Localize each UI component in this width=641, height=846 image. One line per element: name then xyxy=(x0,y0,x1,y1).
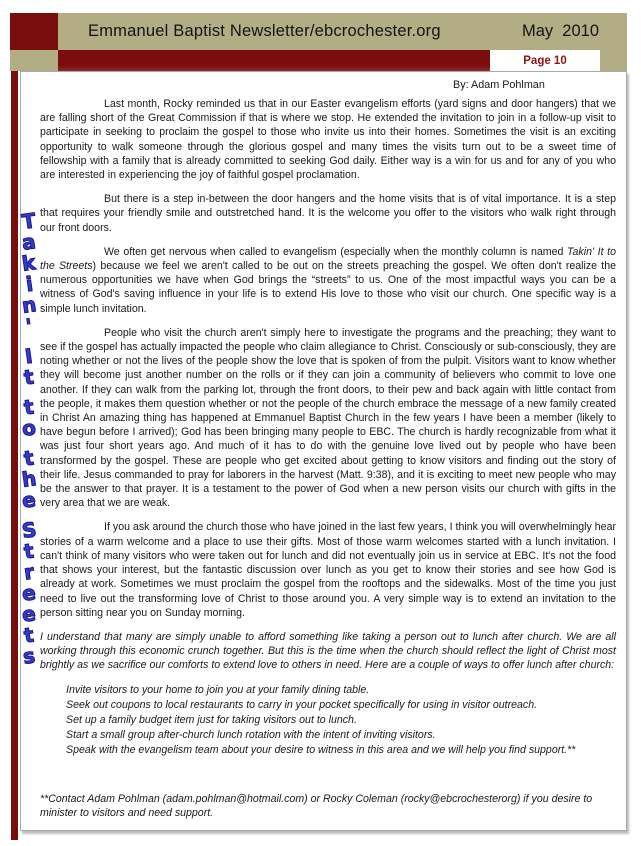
vt-letter: r xyxy=(22,559,36,585)
paragraph-visitors-watching: People who visit the church aren't simply here to investigate the programs and the preaching; they want to see if the gospel has actually impacted the people who claim allegiance to Christ. Consciously or sub-consciously, they are noting whether or not the lives of the people show the love that is spoken of from the pulpit. Visitors want to know whether they will become just another number on the rolls or if they can join a community of believers who commit to love one another. If they can walk from the parking lot, through the front doors, to their pew and back again with little contact from the people, it makes them question whether or not the people of the church embrace the message of a new family created in Christ An amazing thing has happened at Emmanuel Baptist Church in the few years I have been a member (likely to have begun before I arrived); God has been bringing many people to EBC. The church is hardly recognizable from what it was just four short years ago. And much of it has to do with the genuine love lived out by people who have been transformed by the gospel. These are people who get excited about getting to know visitors and finding out the story of their life. Jesus commanded to pray for laborers in the harvest (Matt. 9:38), and it is exciting to meet new people who may be the answer to that prayer. It is a testament to the power of God when a new person visits our church with gifts in the very area that we are weak. xyxy=(40,326,616,510)
header-band xyxy=(58,13,627,50)
paragraph-lunch-invitation: If you ask around the church those who have joined in the last few years, I think you will overwhelmingly hear stories of a warm welcome and a place to use their gifts. Most of those warm welcomes started with a lunch invitation. I can't think of many visitors who were taken out for lunch and did not eventually join us in service at EBC. It's not the food that shows your interest, but the fantastic discussion over lunch as you get to know their stories and see how God is already at work. Sometimes we must proclaim the gospel from the rooftops and the sidewalks. Most of the time you just need to live out the transforming love of Christ to those around you. A very simple way is to extend an invitation to the person sitting near you on Sunday morning. xyxy=(40,521,616,619)
vt-word-it xyxy=(22,343,36,390)
vt-word-the xyxy=(20,445,38,513)
page-number-label: Page 10 xyxy=(523,54,567,67)
vt-letter: k xyxy=(20,250,38,276)
vt-letter: I xyxy=(23,343,35,369)
vt-letter: T xyxy=(20,208,38,234)
byline: By: Adam Pohlman xyxy=(453,79,545,91)
list-item-small-group: Start a small group after-church lunch rotation with the intent of inviting visitors. xyxy=(66,728,436,741)
tan-step-block xyxy=(600,50,627,71)
lunch-ideas-list xyxy=(66,683,616,758)
maroon-divider-bar xyxy=(58,50,490,71)
vt-letter: e xyxy=(20,601,38,627)
vt-letter: t xyxy=(22,394,36,420)
vt-word-takin xyxy=(20,208,38,339)
vt-letter: n xyxy=(20,292,38,318)
article-box xyxy=(20,71,627,831)
paragraph-easter-evangelism: Last month, Rocky reminded us that in our Easter evangelism efforts (yard signs and door hangers) that we are falling short of the Great Commission if that is where we stop. He extended the invitation to join in a follow-up visit to participate in seeking to proclaim the gospel to those who invite us into their homes. Sometimes the visit is an exciting opportunity to walk someone through the glorious gospel and many times the visits turn out to be a sweet time of fellowship with a family that is already committed to seeking God daily. Either way is a win for us and for any of you who are interested in experiencing the joy of faithful gospel proclamation. xyxy=(40,98,616,182)
vt-letter: t xyxy=(22,364,36,390)
vt-letter: t xyxy=(22,622,36,648)
vt-word-streets xyxy=(20,517,38,669)
vt-letter: h xyxy=(20,466,38,492)
p3-post: ) because we feel we aren't called to be out on the streets preaching the gospel. We often don't realize the numerous opportunities we have when God brings the “streets” to us. One of the most impactful ways you can be a witness of God's saving influence in your life is to extend His love to those who visit our church. One specific way is a simple lunch invitation. xyxy=(40,260,617,315)
list-item-dining-table: Invite visitors to your home to join you at your family dining table. xyxy=(66,683,370,696)
list-item-evangelism-team: Speak with the evangelism team about your desire to witness in this area and we will help you find support.** xyxy=(66,743,576,756)
paragraph-economic-crunch: I understand that many are simply unable to afford something like taking a person out to lunch after church. We are all working through this economic crunch together. But this is the time when the church should reflect the light of Christ most brightly as we sacrifice our comforts to extend love to others in need. Here are a couple of ways to offer lunch after church: xyxy=(40,630,616,672)
vt-letter: t xyxy=(22,445,36,471)
vt-letter: S xyxy=(20,517,38,543)
paragraph-nervous-evangelism xyxy=(40,245,616,316)
vt-word-to xyxy=(20,394,38,441)
vt-letter: s xyxy=(21,643,37,669)
list-item-budget: Set up a family budget item just for taking visitors out to lunch. xyxy=(66,713,357,726)
vt-letter: e xyxy=(20,580,38,606)
vt-letter: e xyxy=(20,487,38,513)
vt-letter: o xyxy=(20,415,38,441)
maroon-corner-block xyxy=(10,13,58,50)
contact-footnote: **Contact Adam Pohlman (adam.pohlman@hotmail.com) or Rocky Coleman (rocky@ebcrochesterorg) if you desire to minister to visitors and need support. xyxy=(40,792,593,820)
newsletter-title: Emmanuel Baptist Newsletter/ebcrochester.org xyxy=(88,22,441,40)
vertical-article-title xyxy=(15,208,43,676)
vt-letter: i xyxy=(23,271,34,297)
tan-corner-block xyxy=(10,50,58,71)
vt-letter: a xyxy=(20,229,38,255)
p3-column-name: Takin' It to the Streets xyxy=(40,245,616,273)
vt-letter: ' xyxy=(24,313,34,339)
issue-date: May 2010 xyxy=(521,22,599,40)
paragraph-welcome-step: But there is a step in-between the door hangers and the home visits that is of vital importance. It is a step that requires your friendly smile and outstretched hand. It is the welcome you offer to the visitors who walk right through our front doors. xyxy=(40,193,616,234)
p3-pre: We often get nervous when called to evangelism (especially when the monthly column is named xyxy=(104,245,568,258)
vt-letter: t xyxy=(22,538,36,564)
list-item-coupons: Seek out coupons to local restaurants to carry in your pocket specifically for using in visitor outreach. xyxy=(66,698,538,711)
